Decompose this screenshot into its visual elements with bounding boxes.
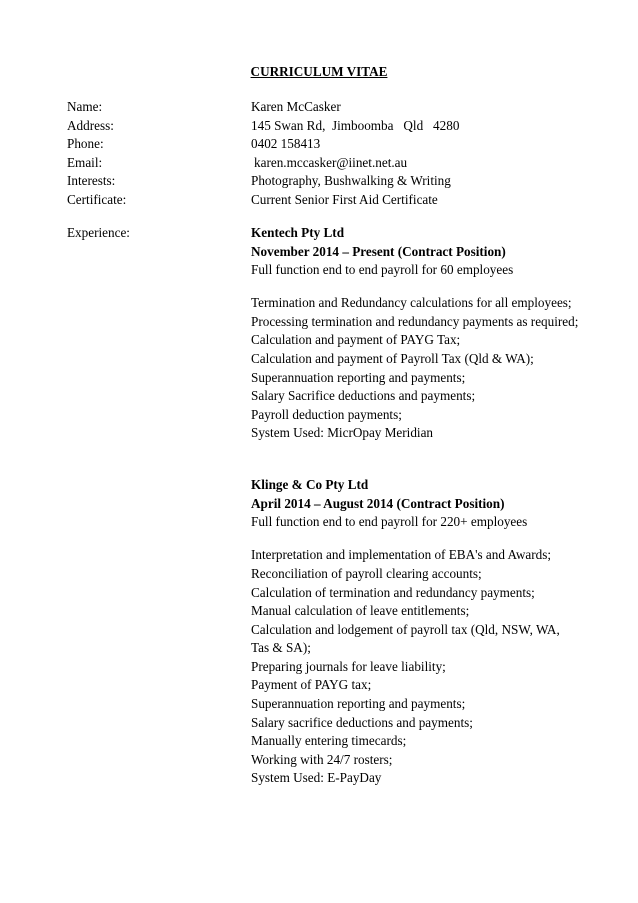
job-company: Kentech Pty Ltd bbox=[251, 225, 345, 240]
detail-label: Interests: bbox=[67, 173, 116, 189]
job-duty: Salary sacrifice deductions and payments; bbox=[251, 714, 473, 730]
job-duty: Calculation of termination and redundancy payments; bbox=[251, 584, 535, 600]
experience-label: Experience: bbox=[67, 225, 130, 240]
job-duty: Reconciliation of payroll clearing accounts; bbox=[251, 565, 482, 581]
job-period: November 2014 – Present (Contract Position) bbox=[251, 243, 506, 259]
detail-value: Current Senior First Aid Certificate bbox=[251, 191, 438, 207]
job-duty: Termination and Redundancy calculations for all employees; bbox=[251, 295, 572, 311]
detail-row-address bbox=[67, 117, 597, 136]
job-duty: Manually entering timecards; bbox=[251, 733, 407, 749]
job-duty: Interpretation and implementation of EBA's and Awards; bbox=[251, 547, 552, 563]
job-entry bbox=[251, 476, 591, 788]
detail-row-certificate bbox=[67, 191, 597, 210]
job-company: Klinge & Co Pty Ltd bbox=[251, 477, 369, 493]
detail-row-email bbox=[67, 154, 597, 173]
detail-value: 0402 158413 bbox=[251, 136, 321, 152]
detail-label: Certificate: bbox=[67, 191, 127, 207]
job-duty: System Used: MicrOpay Meridian bbox=[251, 425, 434, 441]
detail-label: Name: bbox=[67, 99, 103, 114]
detail-row-phone bbox=[67, 135, 597, 154]
detail-row-name bbox=[67, 98, 597, 117]
job-duty: Superannuation reporting and payments; bbox=[251, 696, 466, 712]
email-link[interactable]: karen.mccasker@iinet.net.au bbox=[254, 154, 408, 170]
job-summary: Full function end to end payroll for 60 employees bbox=[251, 262, 514, 278]
job-period: April 2014 – August 2014 (Contract Position) bbox=[251, 495, 505, 511]
detail-label: Address: bbox=[67, 117, 114, 133]
job-duty: Preparing journals for leave liability; bbox=[251, 658, 446, 674]
job-duty: Tas & SA); bbox=[251, 640, 311, 656]
personal-details bbox=[67, 98, 597, 210]
job-duty: System Used: E-PayDay bbox=[251, 770, 382, 786]
job-duty: Manual calculation of leave entitlements; bbox=[251, 603, 470, 619]
job-duty: Calculation and lodgement of payroll tax (Qld, NSW, WA, bbox=[251, 621, 560, 637]
job-summary: Full function end to end payroll for 220+ employees bbox=[251, 514, 528, 530]
detail-label: Phone: bbox=[67, 136, 104, 152]
page-title: CURRICULUM VITAE bbox=[250, 64, 388, 79]
detail-value: 145 Swan Rd, Jimboomba Qld 4280 bbox=[251, 117, 460, 133]
job-duty: Working with 24/7 rosters; bbox=[251, 751, 393, 767]
job-duty: Processing termination and redundancy payments as required; bbox=[251, 313, 579, 329]
job-entry bbox=[251, 224, 591, 443]
jobs-list bbox=[251, 224, 591, 788]
job-duty: Calculation and payment of PAYG Tax; bbox=[251, 332, 461, 348]
detail-row-interests bbox=[67, 172, 597, 191]
detail-value: Photography, Bushwalking & Writing bbox=[251, 173, 451, 189]
job-duty: Payroll deduction payments; bbox=[251, 406, 402, 422]
detail-value: Karen McCasker bbox=[251, 99, 341, 114]
job-duty: Salary Sacrifice deductions and payments; bbox=[251, 388, 476, 404]
job-duty: Calculation and payment of Payroll Tax (Qld & WA); bbox=[251, 351, 534, 367]
detail-label: Email: bbox=[67, 154, 103, 170]
job-duty: Superannuation reporting and payments; bbox=[251, 369, 466, 385]
job-duty: Payment of PAYG tax; bbox=[251, 677, 372, 693]
